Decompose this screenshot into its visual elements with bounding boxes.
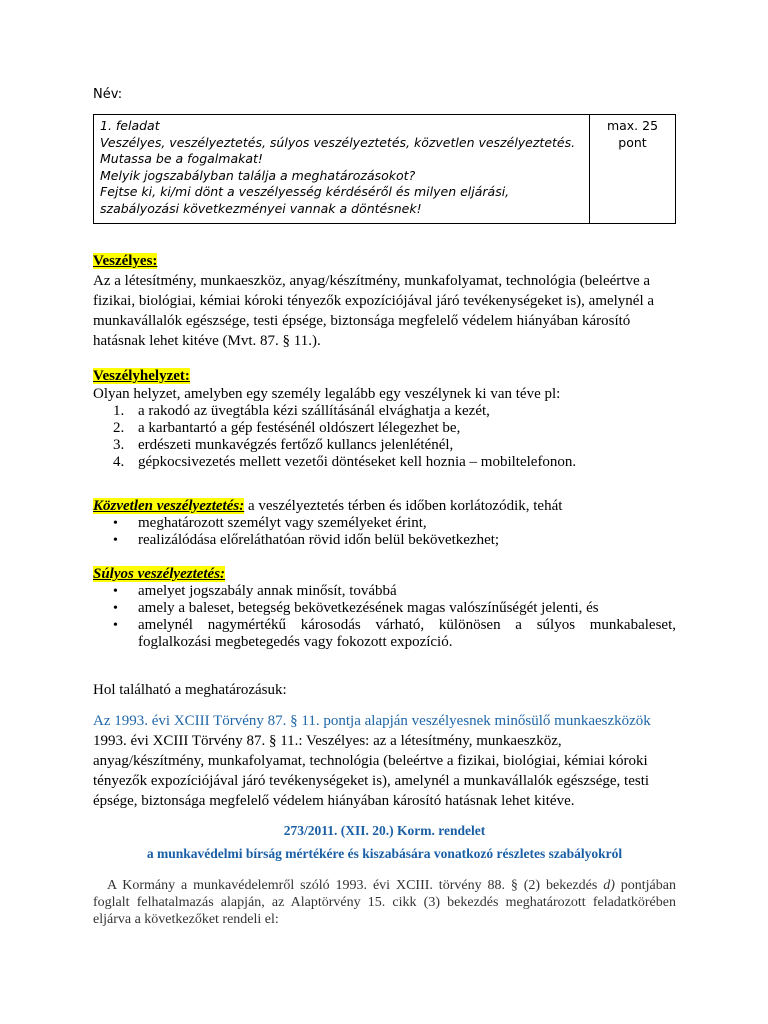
sulyos-list xyxy=(93,583,676,651)
task-points-cell xyxy=(590,115,676,224)
section-kozvetlen xyxy=(93,498,676,549)
list-item: • meghatározott személyt vagy személyeket érint, xyxy=(113,515,427,531)
task-table xyxy=(93,114,676,224)
veszelyes-body: Az a létesítmény, munkaeszköz, anyag/készítmény, munkafolyamat, technológia (beleértve a fizikai, biológiai, kémiai kóroki tényezők expozíciójával járó tevékenységeket is), amelynél a munkavállalók egészsége, testi épsége, biztonsága megfelelő védelem hiányában károsító hatásnak lehet kitéve (Mvt. 87. § 11.). xyxy=(93,273,655,349)
task-line: Fejtse ki, ki/mi dönt a veszélyesség kérdéséről és milyen eljárási, szabályozási következményei vannak a döntésnek! xyxy=(100,184,510,216)
veszelyhelyzet-list xyxy=(93,403,676,471)
section-veszelyes xyxy=(93,251,676,351)
list-item: • amelynél nagymértékű károsodás várható, különösen a súlyos munkabaleset, foglalkozási megbetegedés vagy fokozott expozíció. xyxy=(113,617,676,650)
list-item: 1. a rakodó az üvegtábla kézi szállításánál elvághatja a kezét, xyxy=(113,403,490,419)
rendelet-title: 273/2011. (XII. 20.) Korm. rendelet xyxy=(283,823,486,838)
veszelyhelyzet-heading: Veszélyhelyzet: xyxy=(93,368,190,384)
veszelyes-heading: Veszélyes: xyxy=(93,253,158,269)
task-title: 1. feladat xyxy=(100,118,160,133)
list-item: • realizálódása előreláthatóan rövid időn belül bekövetkezhet; xyxy=(113,532,500,548)
section-rendelet xyxy=(93,819,676,865)
task-points: max. 25 pont xyxy=(606,118,659,150)
kozvetlen-list xyxy=(93,515,676,549)
hol-talalhato: Hol található a meghatározásuk: xyxy=(93,682,287,698)
list-item: • amely a baleset, betegség bekövetkezésének magas valószínűségét jelenti, és xyxy=(113,600,599,616)
task-line: Melyik jogszabályban találja a meghatározásokot? xyxy=(100,167,416,183)
list-item: 2. a karbantartó a gép festésénél oldószert lélegezhet be, xyxy=(113,420,461,436)
mvt-body: 1993. évi XCIII Törvény 87. § 11.: Veszélyes: az a létesítmény, munkaeszköz, anyag/készítmény, munkafolyamat, technológia (beleértve a fizikai, biológiai, kémiai kóroki tényezők expozíciójával járó tevékenységeket is), amelynél a munkavállalók egészsége, testi épsége, biztonsága megfelelő védelem hiányában károsító hatásnak lehet kitéve. xyxy=(93,733,650,809)
section-veszelyhelyzet xyxy=(93,366,676,471)
kozvetlen-intro: a veszélyeztetés térben és időben korlátozódik, tehát xyxy=(244,498,563,514)
rendelet-body: A Kormány a munkavédelemről szóló 1993. évi XCIII. törvény 88. § (2) bekezdés d) pontjában foglalt felhatalmazás alapján, az Alaptörvény 15. cikk (3) bekezdés meghatározott feladatkörében eljárva a következőket rendeli el: xyxy=(93,878,676,927)
task-line: Veszélyes, veszélyeztetés, súlyos veszélyeztetés, közvetlen veszélyeztetés. Mutassa be a fogalmakat! xyxy=(100,134,576,166)
sulyos-heading: Súlyos veszélyeztetés: xyxy=(93,566,226,582)
list-item: • amelyet jogszabály annak minősít, továbbá xyxy=(113,583,397,599)
task-description-cell xyxy=(94,115,590,224)
kozvetlen-heading: Közvetlen veszélyeztetés: xyxy=(93,498,245,514)
section-sulyos xyxy=(93,566,676,651)
veszelyhelyzet-intro: Olyan helyzet, amelyben egy személy legalább egy veszélynek ki van téve pl: xyxy=(93,386,561,402)
list-item: 3. erdészeti munkavégzés fertőző kullancs jelenléténél, xyxy=(113,437,454,453)
list-item: 4. gépkocsivezetés mellett vezetői döntéseket kell hoznia – mobiltelefonon. xyxy=(113,454,577,470)
name-label: Név: xyxy=(93,87,123,102)
section-mvt xyxy=(93,711,676,811)
rendelet-subtitle: a munkavédelmi bírság mértékére és kiszabására vonatkozó részletes szabályokról xyxy=(146,846,623,861)
mvt-link[interactable]: Az 1993. évi XCIII Törvény 87. § 11. pontja alapján veszélyesnek minősülő munkaeszközök xyxy=(93,713,651,729)
